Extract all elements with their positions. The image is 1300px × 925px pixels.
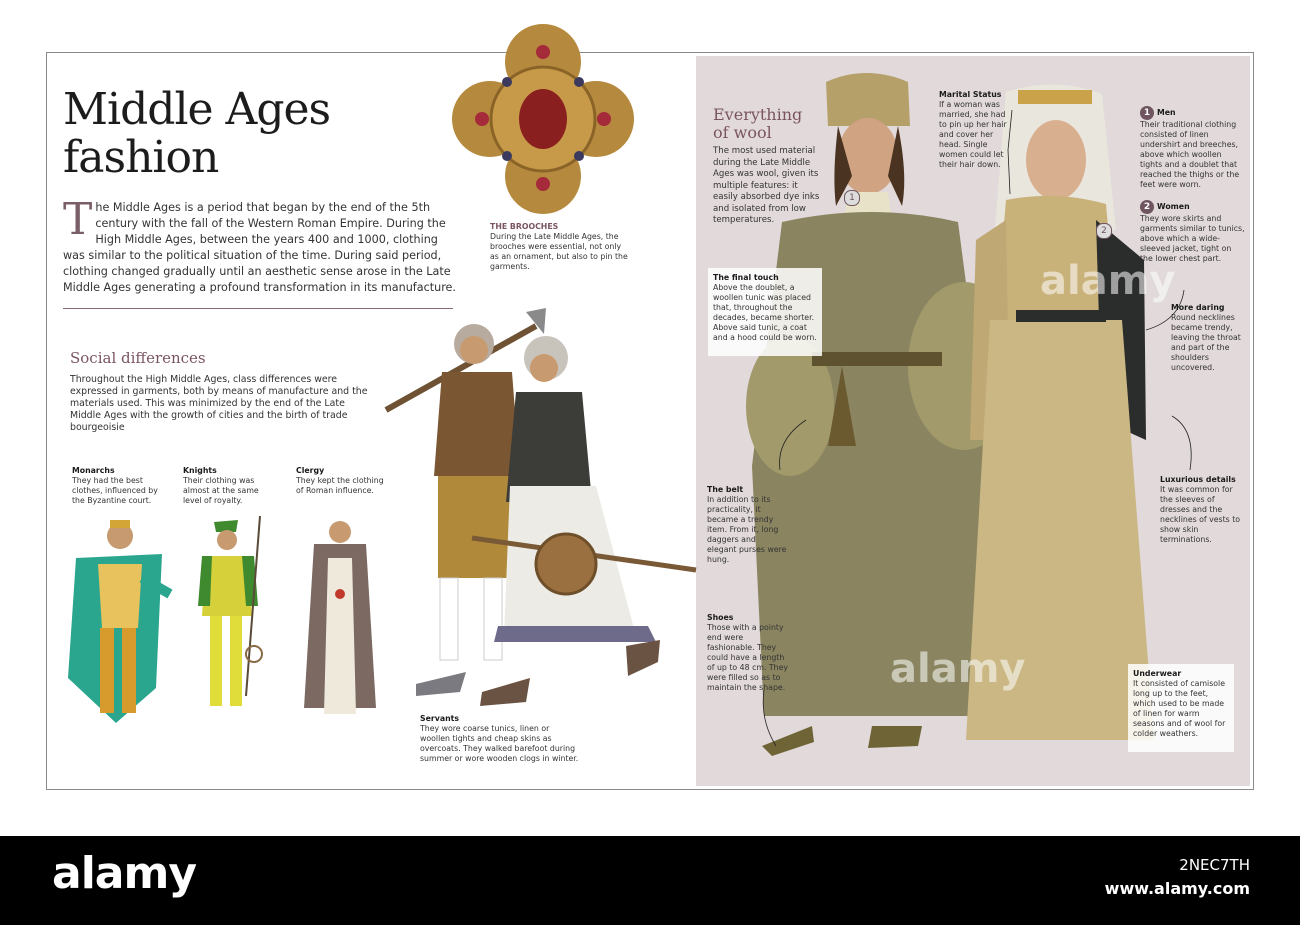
marker-2: 2 — [1096, 223, 1112, 239]
servants-text: They wore coarse tunics, linen or woollen tights and cheap skins as overcoats. They walked barefoot during summer or wore wooden clogs in winter. — [420, 724, 579, 763]
wool-text: The most used material during the Late Middle Ages was wool, given its multiple features: it easily absorbed dye inks and isolated from low temperatures. — [713, 146, 820, 225]
belt-title: The belt — [707, 485, 744, 494]
marital-title: Marital Status — [939, 90, 1002, 99]
men-title: 1 Men — [1140, 106, 1246, 120]
luxurious-caption — [1160, 475, 1244, 545]
brooches-title: THE BROOCHES — [490, 222, 559, 231]
monarchs-text: They had the best clothes, influenced by the Byzantine court. — [72, 476, 158, 505]
alamy-logo: alamy — [52, 848, 196, 899]
men-text: Their traditional clothing consisted of linen undershirt and breeches, above which woollen tights and a doublet that reached the thighs or the feet were worn. — [1140, 120, 1240, 189]
underwear-title: Underwear — [1133, 669, 1182, 678]
shoes-caption — [707, 613, 791, 693]
monarchs-title: Monarchs — [72, 466, 115, 475]
women-caption — [1140, 200, 1246, 264]
women-title: 2 Women — [1140, 200, 1246, 214]
watermark-bottom: alamy — [890, 646, 1026, 692]
brooches-text: During the Late Middle Ages, the brooches were essential, not only as an ornament, but also to pin the garments. — [490, 232, 628, 271]
clergy-title: Clergy — [296, 466, 325, 475]
underwear-text: It consisted of camisole long up to the feet, which used to be made of linen for warm seasons and of wool for colder weathers. — [1133, 679, 1226, 738]
belt-text: In addition to its practicality, it became a trendy item. From it, long daggers and elegant purses were hung. — [707, 495, 787, 564]
knights-text: Their clothing was almost at the same level of royalty. — [183, 476, 259, 505]
marital-text: If a woman was married, she had to pin up her hair and cover her head. Single women could let their hair down. — [939, 100, 1007, 169]
men-caption — [1140, 106, 1246, 190]
final-touch-title: The final touch — [713, 273, 779, 282]
social-heading: Social differences — [70, 349, 206, 367]
daring-text: Round necklines became trendy, leaving the throat and part of the shoulders uncovered. — [1171, 313, 1241, 372]
wool-heading: Everything of wool — [713, 105, 803, 142]
intro-dropcap: T — [63, 194, 93, 245]
page-title: Middle Ages fashion — [63, 84, 331, 183]
daring-caption — [1171, 303, 1249, 373]
shoes-text: Those with a pointy end were fashionable. They could have a length of up to 48 cm. They were filled so as to maintain the shape. — [707, 623, 789, 692]
women-text: They wore skirts and garments similar to tunics, above which a wide-sleeved jacket, tight on the lower chest part. — [1140, 214, 1245, 263]
luxurious-title: Luxurious details — [1160, 475, 1236, 484]
women-number: 2 — [1140, 200, 1154, 214]
clergy-text: They kept the clothing of Roman influence. — [296, 476, 384, 495]
marker-1: 1 — [844, 190, 860, 206]
final-touch-box — [708, 268, 822, 356]
shoes-title: Shoes — [707, 613, 734, 622]
social-text: Throughout the High Middle Ages, class differences were expressed in garments, both by means of manufacture and the materials used. This was minimized by the end of the Late Middle Ages with the growth of cities and the birth of trade bourgeoisie — [70, 374, 368, 433]
watermark-top: alamy — [1040, 258, 1176, 304]
final-touch-text: Above the doublet, a woollen tunic was placed that, throughout the decades, became shorter. Above said tunic, a coat and a hood could be worn. — [713, 283, 817, 342]
underwear-box — [1128, 664, 1234, 752]
servants-title: Servants — [420, 714, 460, 723]
luxurious-text: It was common for the sleeves of dresses and the necklines of vests to show skin terminations. — [1160, 485, 1241, 544]
footer-url[interactable]: www.alamy.com — [1104, 879, 1250, 898]
men-number: 1 — [1140, 106, 1154, 120]
image-id: 2NEC7TH — [1179, 856, 1250, 874]
knights-title: Knights — [183, 466, 217, 475]
belt-caption — [707, 485, 787, 565]
marital-caption — [939, 90, 1011, 170]
intro-text: he Middle Ages is a period that began by the end of the 5th century with the fall of the Western Roman Empire. During the High Middle Ages, between the years 400 and 1000, clothing was similar to the political situation of the time. During said period, clothing changed gradually until an aesthetic sense arose in the Late Middle Ages generating a profound transformation in its manufacture. — [63, 201, 456, 294]
daring-title: More daring — [1171, 303, 1225, 312]
